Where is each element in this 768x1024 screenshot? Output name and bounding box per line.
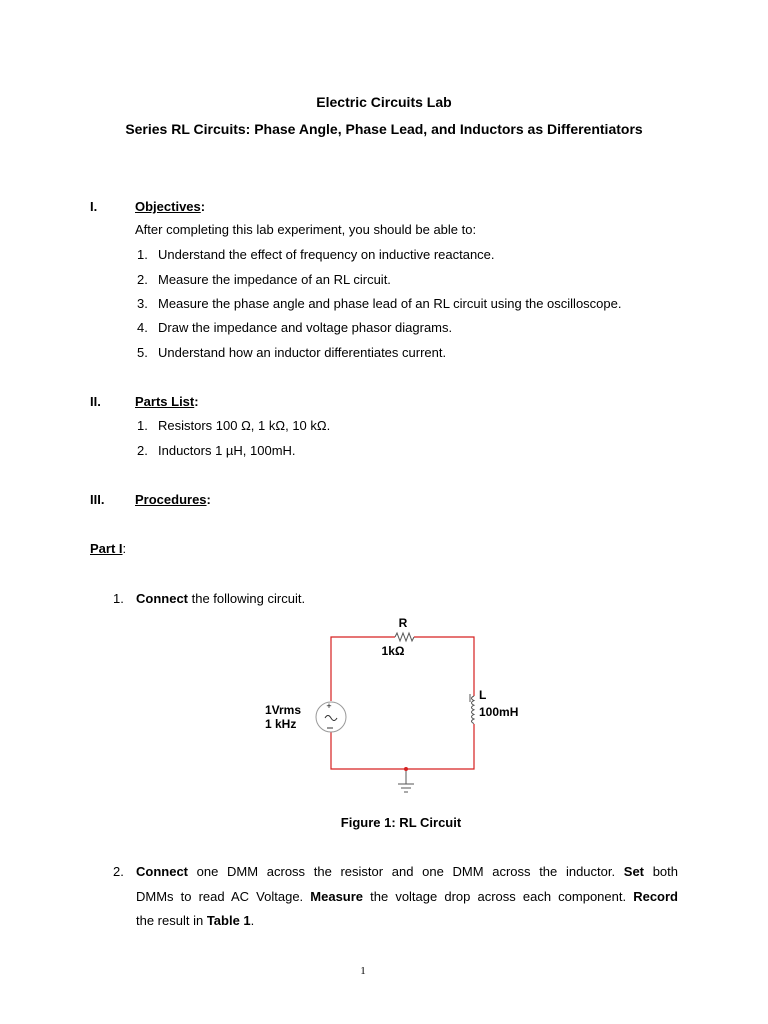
source-voltage-label: 1Vrms: [265, 703, 302, 717]
figure-caption: Figure 1: RL Circuit: [340, 815, 462, 830]
objective-item: Measure the phase angle and phase lead of an RL circuit using the oscilloscope.: [158, 296, 622, 311]
step2-line2: [136, 889, 678, 905]
section-numeral-objectives: I.: [90, 199, 98, 214]
step2-text: the result in: [136, 913, 207, 928]
objectives-heading-text: Objectives: [135, 199, 201, 214]
parts-number: 1.: [137, 418, 148, 433]
step-number: 2.: [113, 864, 124, 879]
part1-heading-text: Part I: [90, 541, 123, 556]
objective-number: 5.: [137, 345, 148, 360]
step2-text: both: [644, 864, 678, 879]
parts-heading-colon: :: [194, 394, 199, 409]
objective-number: 2.: [137, 272, 148, 287]
step2-bold: Connect: [136, 864, 188, 879]
objective-item: Draw the impedance and voltage phasor diagrams.: [158, 320, 453, 335]
procedures-heading-colon: :: [206, 492, 211, 507]
step2-line1: [136, 864, 678, 880]
parts-item: Inductors 1 µH, 100mH.: [158, 443, 296, 458]
resistor-value-label: 1kΩ: [381, 644, 405, 658]
step2-bold: Table 1: [206, 913, 251, 928]
objective-item: Measure the impedance of an RL circuit.: [158, 272, 391, 287]
step2-bold: Measure: [310, 889, 364, 904]
ground-node-dot: [404, 767, 408, 771]
resistor-name-label: R: [398, 616, 408, 630]
step2-text: .: [250, 913, 255, 928]
objective-number: 1.: [137, 247, 148, 262]
ac-source-symbol: [316, 701, 346, 732]
part1-heading-colon: :: [122, 541, 127, 556]
step1-bold: Connect: [136, 591, 188, 606]
step2-text: the voltage drop across each component.: [363, 889, 634, 904]
step-number: 1.: [113, 591, 124, 606]
objective-item: Understand how an inductor differentiates current.: [158, 345, 447, 360]
objective-item: Understand the effect of frequency on inductive reactance.: [158, 247, 495, 262]
procedures-heading-text: Procedures: [135, 492, 207, 507]
wire-top-right: [414, 637, 474, 696]
document-title: Electric Circuits Lab: [316, 94, 452, 110]
objective-number: 4.: [137, 320, 148, 335]
section-numeral-procedures: III.: [90, 492, 105, 507]
step2-text: one DMM across the resistor and one DMM across the inductor.: [188, 864, 624, 879]
parts-number: 2.: [137, 443, 148, 458]
resistor-symbol: [395, 633, 414, 641]
step1-rest: the following circuit.: [188, 591, 306, 606]
objective-number: 3.: [137, 296, 148, 311]
objectives-intro: After completing this lab experiment, you should be able to:: [135, 222, 477, 237]
step2-line3: [136, 913, 254, 929]
wire-bottom: [331, 724, 474, 769]
inductor-symbol: [472, 696, 475, 724]
page-number: 1: [360, 965, 366, 977]
inductor-name-label: L: [479, 688, 487, 702]
objectives-heading-colon: :: [200, 199, 206, 214]
source-frequency-label: 1 kHz: [265, 717, 297, 731]
ground-symbol: [398, 769, 414, 792]
step2-text: DMMs to read AC Voltage.: [136, 889, 311, 904]
parts-item: Resistors 100 Ω, 1 kΩ, 10 kΩ.: [158, 418, 331, 433]
document-subtitle: Series RL Circuits: Phase Angle, Phase Lead, and Inductors as Differentiators: [125, 121, 643, 137]
section-numeral-parts: II.: [90, 394, 101, 409]
step2-bold: Record: [633, 889, 678, 904]
step2-bold: Set: [623, 864, 645, 879]
parts-heading-text: Parts List: [135, 394, 195, 409]
inductor-value-label: 100mH: [479, 705, 519, 719]
source-plus-sign: +: [326, 701, 332, 711]
